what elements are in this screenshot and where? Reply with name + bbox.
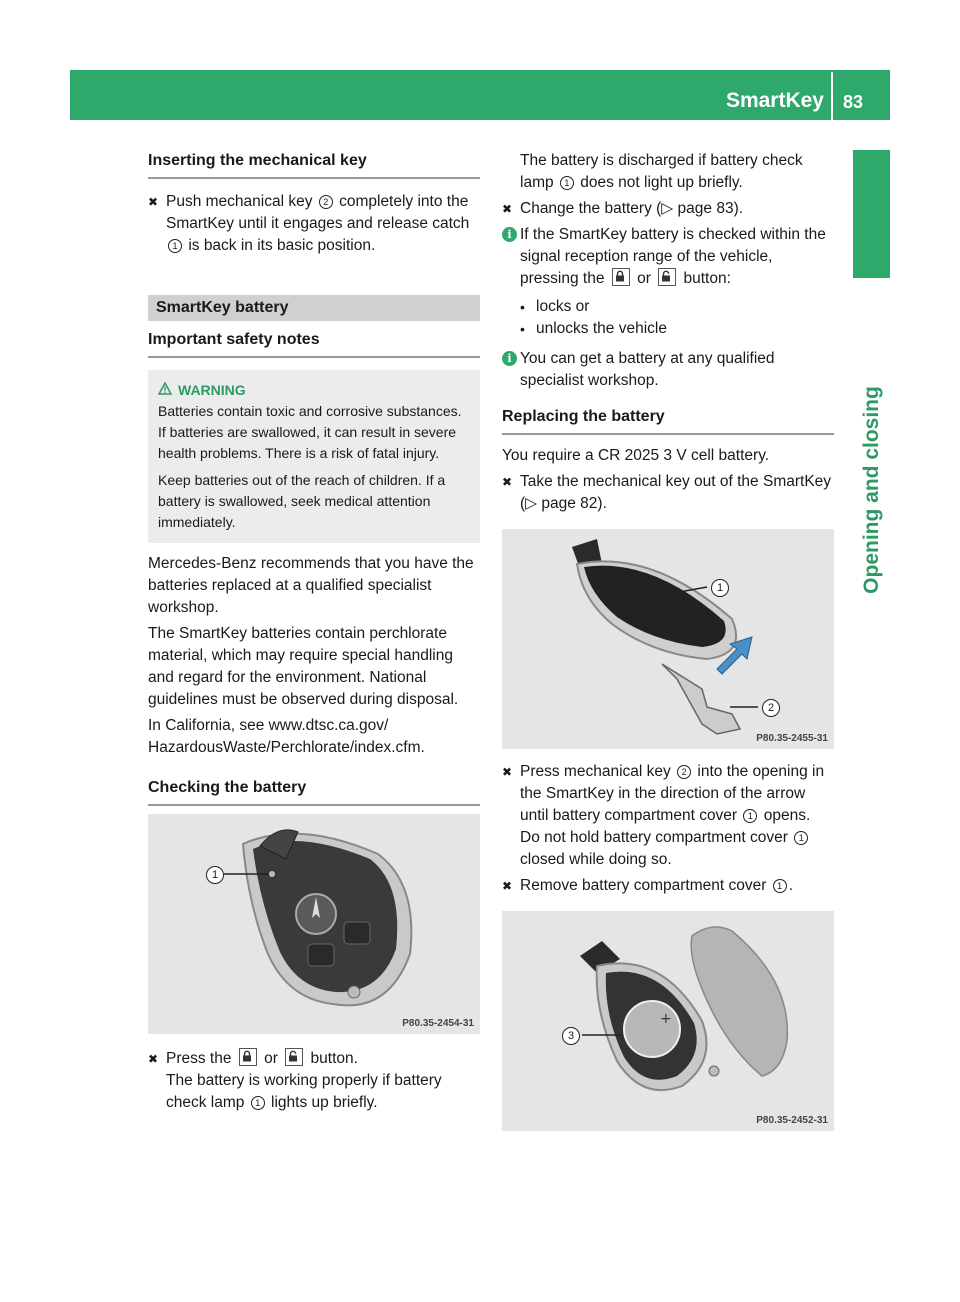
section-smartkey-battery: SmartKey battery xyxy=(148,295,480,321)
figure-open-compartment xyxy=(502,529,834,749)
callout-1: 1 xyxy=(251,1096,265,1110)
info-icon: i xyxy=(502,227,517,242)
step-remove-cover: ✖ Remove battery compartment cover 1 . xyxy=(502,875,834,897)
heading-replacing: Replacing the battery xyxy=(502,406,834,435)
text-perchlorate: The SmartKey batteries contain perchlorate material, which may require special handling and regard for the environment. National guidelines must be observed during disposal. xyxy=(148,625,459,708)
text-discharged: The battery is discharged if battery check lamp 1 does not light up briefly. xyxy=(520,152,803,191)
left-column xyxy=(148,150,480,1118)
callout-2: 2 xyxy=(319,195,333,209)
step-arrow-icon: ✖ xyxy=(502,765,513,779)
callout-2: 2 xyxy=(677,765,691,779)
side-tab-label: Opening and closing xyxy=(860,386,883,594)
step-insert-key: ✖ Push mechanical key 2 completely into the SmartKey until it engages and release catch 1 is back in its basic position. xyxy=(148,193,470,254)
figure3-callout-3: 3 xyxy=(562,1027,580,1045)
figure2-code: P80.35-2455-31 xyxy=(756,733,828,744)
smartkey-battery-illustration xyxy=(502,911,834,1131)
figure-smartkey-buttons xyxy=(148,814,480,1034)
step-press-mechanical-key: ✖ Press mechanical key 2 into the opening in the SmartKey in the direction of the arrow until battery compartment cover 1 opens. Do not hold battery compartment cover 1 closed while doing so. xyxy=(502,763,825,868)
smartkey-open-illustration xyxy=(502,529,834,749)
heading-inserting: Inserting the mechanical key xyxy=(148,150,480,179)
lock-button-icon xyxy=(612,268,630,286)
step-take-key: ✖ Take the mechanical key out of the SmartKey (▷ page 82). xyxy=(502,473,832,512)
step-arrow-icon: ✖ xyxy=(148,195,159,209)
callout-1: 1 xyxy=(560,176,574,190)
unlock-button-icon xyxy=(285,1048,303,1066)
right-column xyxy=(502,150,834,1131)
step-arrow-icon: ✖ xyxy=(502,879,513,893)
warning-heading: WARNING xyxy=(158,380,472,401)
step-press-button: ✖ Press the or button. The battery is working properly if battery check lamp 1 lights up briefly. xyxy=(148,1050,442,1111)
callout-1: 1 xyxy=(168,239,182,253)
warning-box xyxy=(148,370,480,543)
unlock-button-icon xyxy=(658,268,676,286)
header-divider xyxy=(831,72,833,120)
svg-text:+: + xyxy=(660,1011,672,1027)
text-recommend: Mercedes-Benz recommends that you have the batteries replaced at a qualified specialist workshop. xyxy=(148,555,474,616)
step-arrow-icon: ✖ xyxy=(502,202,513,216)
figure2-callout-2: 2 xyxy=(762,699,780,717)
smartkey-illustration xyxy=(148,814,480,1034)
text-require-battery: You require a CR 2025 3 V cell battery. xyxy=(502,447,770,464)
bullet-item: • locks or xyxy=(520,298,590,315)
info-check-range: i If the SmartKey battery is checked within the signal reception range of the vehicle, pressing the or button: xyxy=(502,224,834,290)
heading-checking: Checking the battery xyxy=(148,777,480,806)
step-arrow-icon: ✖ xyxy=(502,475,513,489)
side-tab xyxy=(853,150,890,278)
callout-1: 1 xyxy=(743,809,757,823)
warning-text-2: Keep batteries out of the reach of children. If a battery is swallowed, seek medical attention immediately. xyxy=(158,472,446,530)
figure2-callout-1: 1 xyxy=(711,579,729,597)
step-change-battery: ✖ Change the battery (▷ page 83). xyxy=(502,198,834,220)
warning-text-1: Batteries contain toxic and corrosive substances. If batteries are swallowed, it can result in severe health problems. There is a risk of fatal injury. xyxy=(158,403,462,461)
figure1-code: P80.35-2454-31 xyxy=(402,1018,474,1029)
figure1-callout-1: 1 xyxy=(206,866,224,884)
callout-1: 1 xyxy=(773,879,787,893)
step-arrow-icon: ✖ xyxy=(148,1052,159,1066)
warning-triangle-icon xyxy=(158,380,172,401)
page-number: 83 xyxy=(843,92,864,112)
bullet-item: • unlocks the vehicle xyxy=(520,320,667,337)
info-icon: i xyxy=(502,351,517,366)
heading-safety-notes: Important safety notes xyxy=(148,329,480,358)
callout-1: 1 xyxy=(794,831,808,845)
lock-button-icon xyxy=(239,1048,257,1066)
header-title: SmartKey xyxy=(725,89,824,112)
figure-battery-exposed xyxy=(502,911,834,1131)
figure3-code: P80.35-2452-31 xyxy=(756,1115,828,1126)
text-california: In California, see www.dtsc.ca.gov/ HazardousWaste/Perchlorate/index.cfm. xyxy=(148,717,425,756)
info-battery-workshop: i You can get a battery at any qualified specialist workshop. xyxy=(502,348,834,392)
